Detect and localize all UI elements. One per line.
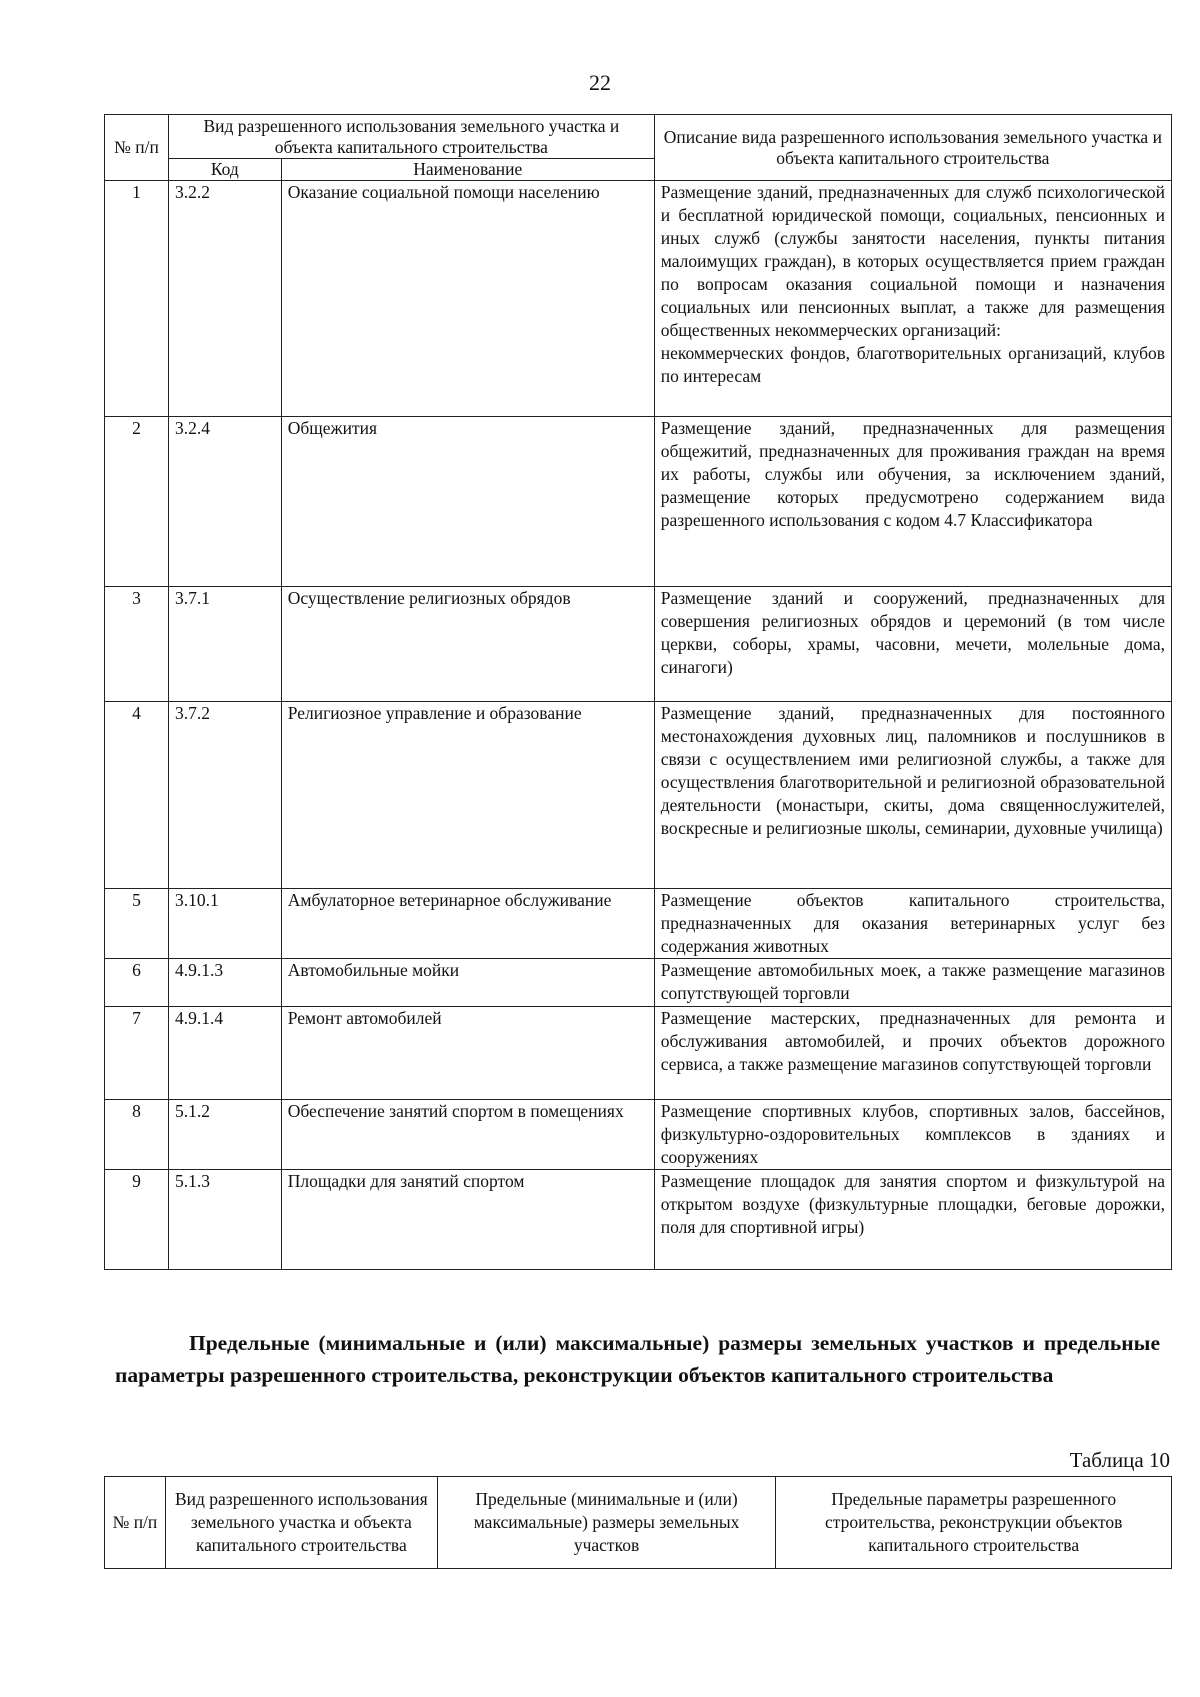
row-name: Общежития xyxy=(281,417,654,587)
row-num: 9 xyxy=(105,1170,169,1270)
row-description: Размещение объектов капитального строительства, предназначенных для оказания ветеринарных услуг без содержания животных xyxy=(654,889,1171,959)
header-code: Код xyxy=(168,159,281,181)
section-heading: Предельные (минимальные и (или) максимальные) размеры земельных участков и предельные параметры разрешенного строительства, реконструкции объектов капитального строительства xyxy=(115,1331,1160,1387)
row-name: Ремонт автомобилей xyxy=(281,1007,654,1100)
header-description: Описание вида разрешенного использования земельного участка и объекта капитального строительства xyxy=(654,115,1171,181)
row-description: Размещение мастерских, предназначенных для ремонта и обслуживания автомобилей, и прочих объектов дорожного сервиса, а также размещение магазинов сопутствующей торговли xyxy=(654,1007,1171,1100)
row-code: 3.2.2 xyxy=(168,181,281,417)
row-description: Размещение зданий, предназначенных для размещения общежитий, предназначенных для проживания граждан на время их работы, службы или обучения, за исключением зданий, размещение которых предусмотрено содержанием вида разрешенного использования с кодом 4.7 Классификатора xyxy=(654,417,1171,587)
header-plot-sizes: Предельные (минимальные и (или) максимальные) размеры земельных участков xyxy=(437,1477,776,1569)
header-num: № п/п xyxy=(105,115,169,181)
table-row xyxy=(105,889,1172,959)
row-num: 4 xyxy=(105,702,169,889)
row-num: 7 xyxy=(105,1007,169,1100)
header-parameters: Предельные параметры разрешенного строительства, реконструкции объектов капитального строительства xyxy=(776,1477,1172,1569)
row-num: 3 xyxy=(105,587,169,702)
row-description: Размещение спортивных клубов, спортивных залов, бассейнов, физкультурно-оздоровительных комплексов в зданиях и сооружениях xyxy=(654,1100,1171,1170)
row-num: 6 xyxy=(105,959,169,1007)
permitted-use-table xyxy=(104,114,1172,1270)
table-label: Таблица 10 xyxy=(1069,1448,1170,1472)
row-name: Площадки для занятий спортом xyxy=(281,1170,654,1270)
row-num: 5 xyxy=(105,889,169,959)
row-name: Религиозное управление и образование xyxy=(281,702,654,889)
header-name: Наименование xyxy=(281,159,654,181)
header-use-type: Вид разрешенного использования земельного участка и объекта капитального строительства xyxy=(165,1477,437,1569)
table-row xyxy=(105,1007,1172,1100)
row-description xyxy=(654,181,1171,417)
table-row xyxy=(105,1170,1172,1270)
row-description: Размещение площадок для занятия спортом и физкультурой на открытом воздухе (физкультурные площадки, беговые дорожки, поля для спортивной игры) xyxy=(654,1170,1171,1270)
row-code: 3.7.1 xyxy=(168,587,281,702)
row-name: Автомобильные мойки xyxy=(281,959,654,1007)
row-code: 5.1.2 xyxy=(168,1100,281,1170)
row-num: 2 xyxy=(105,417,169,587)
row-code: 3.10.1 xyxy=(168,889,281,959)
row-code: 5.1.3 xyxy=(168,1170,281,1270)
row-name: Амбулаторное ветеринарное обслуживание xyxy=(281,889,654,959)
row-code: 4.9.1.3 xyxy=(168,959,281,1007)
row-description: Размещение зданий и сооружений, предназначенных для совершения религиозных обрядов и церемоний (в том числе церкви, соборы, храмы, часовни, мечети, молельные дома, синагоги) xyxy=(654,587,1171,702)
row-code: 3.7.2 xyxy=(168,702,281,889)
row-code: 3.2.4 xyxy=(168,417,281,587)
row-description-text: Размещение зданий, предназначенных для служб психологической и бесплатной юридической помощи, социальных, пенсионных и иных служб (службы занятости населения, пункты питания малоимущих граждан), в которых осуществляется прием граждан по вопросам оказания социальной помощи и назначения социальных или пенсионных выплат, а также для размещения общественных некоммерческих организаций: xyxy=(660,182,1165,340)
table-row xyxy=(105,959,1172,1007)
table-row xyxy=(105,1100,1172,1170)
row-description: Размещение зданий, предназначенных для постоянного местонахождения духовных лиц, паломников и послушников в связи с осуществлением ими религиозной службы, а также для осуществления благотворительной и религиозной образовательной деятельности (монастыри, скиты, дома священнослужителей, воскресные и религиозные школы, семинарии, духовные училища) xyxy=(654,702,1171,889)
row-description-text-continued: некоммерческих фондов, благотворительных организаций, клубов по интересам xyxy=(660,343,1165,386)
limit-parameters-table xyxy=(104,1476,1172,1569)
page-number: 22 xyxy=(589,70,611,95)
table-row xyxy=(105,702,1172,889)
row-num: 8 xyxy=(105,1100,169,1170)
table-row xyxy=(105,417,1172,587)
row-name: Осуществление религиозных обрядов xyxy=(281,587,654,702)
row-num: 1 xyxy=(105,181,169,417)
header-num: № п/п xyxy=(105,1477,166,1569)
row-name: Оказание социальной помощи населению xyxy=(281,181,654,417)
table-row xyxy=(105,181,1172,417)
row-name: Обеспечение занятий спортом в помещениях xyxy=(281,1100,654,1170)
row-code: 4.9.1.4 xyxy=(168,1007,281,1100)
row-description: Размещение автомобильных моек, а также размещение магазинов сопутствующей торговли xyxy=(654,959,1171,1007)
header-use-type-group: Вид разрешенного использования земельного участка и объекта капитального строительства xyxy=(168,115,654,159)
table-row xyxy=(105,587,1172,702)
